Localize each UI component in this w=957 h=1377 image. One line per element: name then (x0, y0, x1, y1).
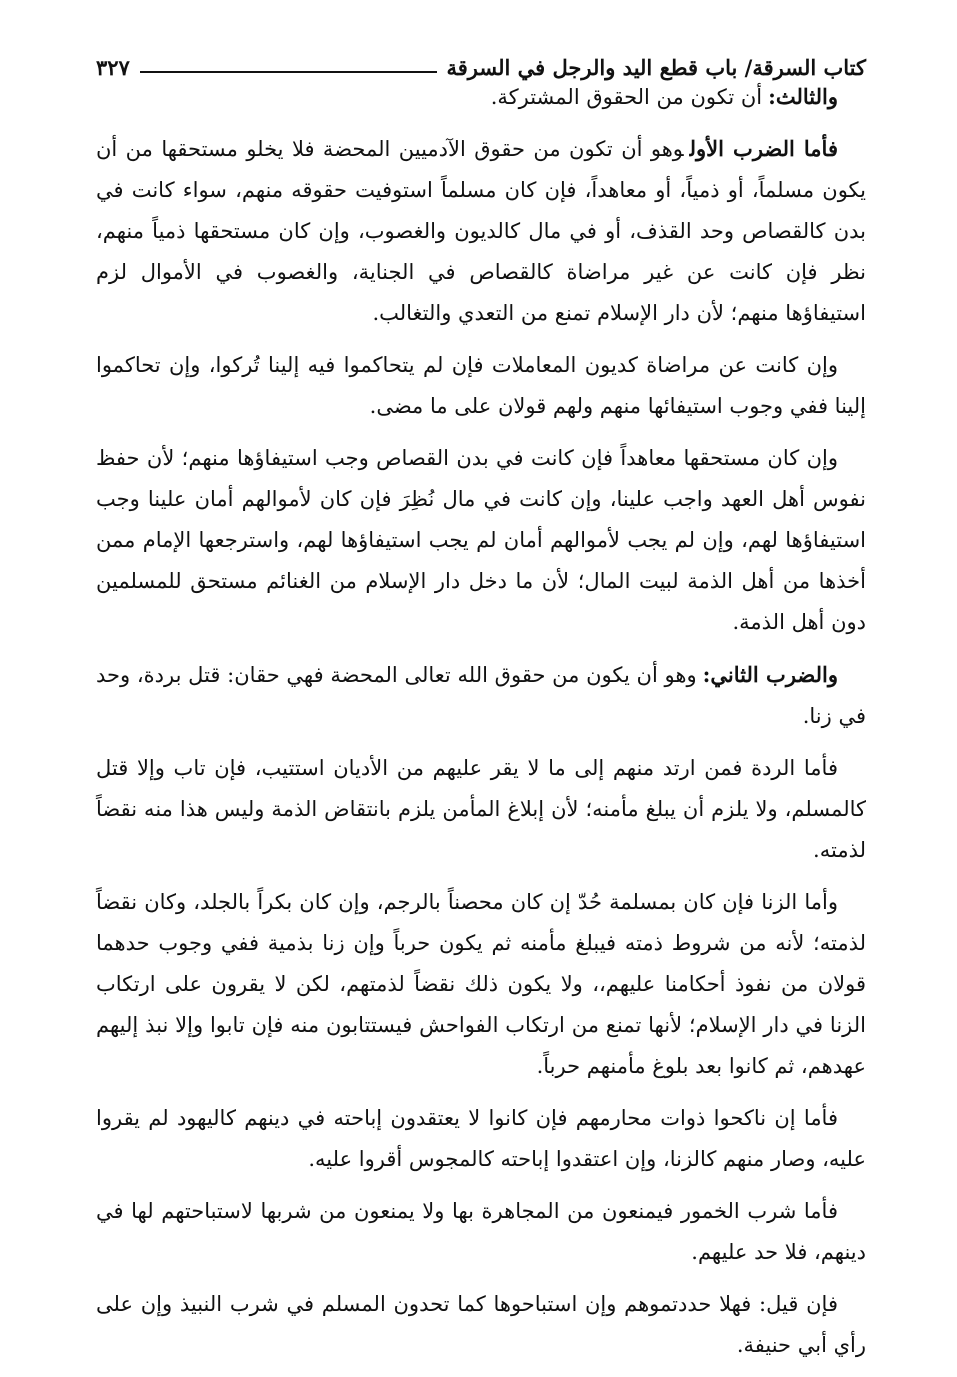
paragraph-text: فأما شرب الخمور فيمنعون من المجاهرة بها ولا يمنعون من شربها لاستباحتهم لها في دينهم، فلا حد عليهم. (96, 1199, 866, 1264)
paragraph (96, 748, 866, 871)
paragraph-text: فإن قيل: فهلا حددتموهم وإن استباحوها كما تحدون المسلم في شرب النبيذ وإن على رأي أبي حنيفة. (96, 1292, 866, 1357)
paragraph (96, 1098, 866, 1180)
running-header (96, 48, 866, 82)
paragraph-text: وإن كان مستحقها معاهداً فإن كانت في بدن القصاص وجب استيفاؤها منهم؛ لأن حفظ نفوس أهل العهد واجب علينا، وإن كانت في مال نُظِرَ فإن كان لأموالهم أمان علينا وجب استيفاؤها لهم، وإن لم يجب لأموالهم أمان لم يجب استيفاؤها لهم، واسترجعها الإمام ممن أخذها من أهل الذمة لبيت المال؛ لأن ما دخل دار الإسلام من الغنائم مستحق للمسلمين دون أهل الذمة. (96, 446, 866, 634)
paragraph-text: وإن كانت عن مراضاة كديون المعاملات فإن لم يتحاكموا فيه إلينا تُركوا، وإن تحاكموا إلينا ففي وجوب استيفائها منهم ولهم قولان على ما مضى. (96, 353, 866, 418)
paragraph-text: فأما إن ناكحوا ذوات محارمهم فإن كانوا لا يعتقدون إباحته في دينهم كاليهود لم يقروا عليه، وصار منهم كالزنا، وإن اعتقدوا إباحته كالمجوس أقروا عليه. (96, 1106, 866, 1171)
paragraph-text: وهو أن تكون من حقوق الآدميين المحضة فلا يخلو مستحقها من أن يكون مسلماً، أو ذمياً، أو معاهداً، فإن كان مسلماً استوفيت حقوقه منهم، سواء كانت في بدن كالقصاص وحد القذف، أو في مال كالديون والغصوب، وإن كان مستحقها ذمياً منهم، نظر فإن كانت عن غير مراضاة كالقصاص في الجناية، والغصوب في الأموال لزم استيفاؤها منهم؛ لأن دار الإسلام تمنع من التعدي والتغالب. (96, 137, 866, 325)
paragraph-text: وأما الزنا فإن كان بمسلمة حُدّ إن كان محصناً بالرجم، وإن كان بكراً بالجلد، وكان نقضاً لذمته؛ لأنه من شروط ذمته فيبلغ مأمنه ثم يكون حرباً وإن زنا بذمية ففي وجوب حدهما قولان من نفوذ أحكامنا عليهم،، ولا يكون ذلك نقضاً لذمتهم، لكن لا يقرون على ارتكاب الزنا في دار الإسلام؛ لأنها تمنع من ارتكاب الفواحش فيستتابون منه فإن تابوا وإلا نبذ إليهم عهدهم، ثم كانوا بعد بلوغ مأمنهم حرباً. (96, 890, 866, 1078)
paragraph-text: أن تكون من الحقوق المشتركة. (490, 85, 763, 109)
document-page (96, 48, 866, 1377)
paragraph (96, 345, 866, 427)
chapter-title: كتاب السرقة/ باب قطع اليد والرجل في السرقة (446, 55, 866, 80)
paragraph-lead: فأما الضرب الأول (689, 136, 838, 161)
paragraph-first-type (96, 128, 866, 334)
paragraph-text: فأما الردة فمن ارتد منهم إلى ما لا يقر عليهم من الأديان استتيب، فإن تاب وإلا قتل كالمسلم، ولا يلزم أن يبلغ مأمنه؛ لأن إبلاغ المأمن يلزم بانتقاض الذمة وليس هذا منه نقضاً لذمته. (96, 756, 866, 862)
paragraph (96, 438, 866, 643)
page-number: ٣٢٧ (96, 55, 130, 80)
paragraph (96, 1284, 866, 1366)
paragraph (96, 1191, 866, 1273)
paragraph (96, 882, 866, 1087)
header-rule (140, 71, 437, 73)
paragraph-third-type (96, 82, 866, 112)
paragraph-text: وهو أن يكون من حقوق الله تعالى المحضة فهي حقان: قتل بردة، وحد في زنا. (96, 663, 866, 728)
paragraph-lead: والضرب الثاني: (702, 662, 838, 687)
paragraph-second-type (96, 654, 866, 737)
paragraph-lead: والثالث: (768, 84, 838, 109)
